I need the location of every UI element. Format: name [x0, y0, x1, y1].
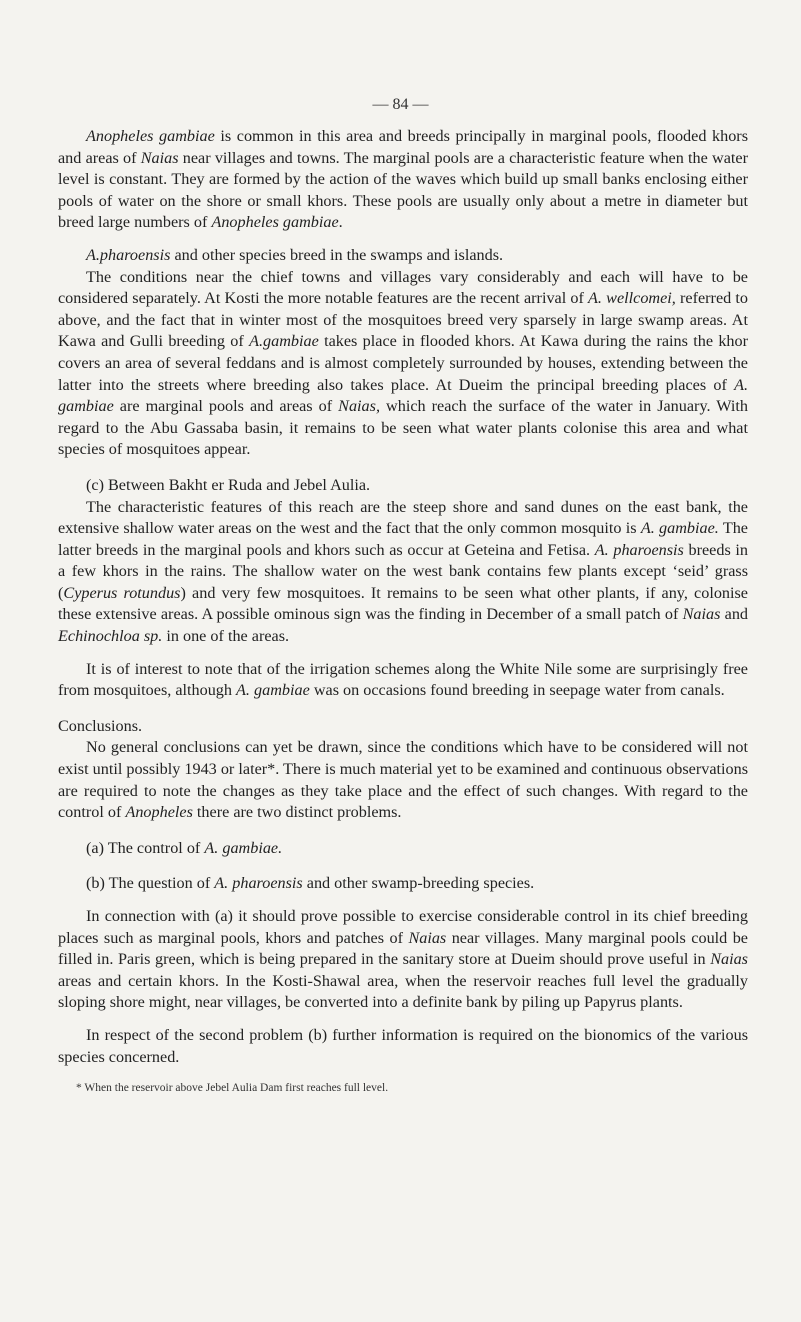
text: takes place in flooded khors. At Kawa during the rains the khor covers an area of several feddans and is almost completely surrounded by houses, extending between the latter into the streets where breeding also takes place. At Dueim the principal breeding places of — [58, 332, 749, 394]
text: referred to above, and the fact that in winter most of the mosquitoes breed very sparsely in large swamp areas. At Kawa and Gulli breeding of — [58, 289, 748, 351]
text: there are two distinct problems. — [192, 803, 402, 822]
paragraph — [58, 906, 748, 1014]
species-name: A. pharoensis — [214, 874, 303, 893]
species-name: A. gambiae — [236, 681, 310, 700]
text: (a) The control of — [86, 838, 205, 857]
paragraph: In respect of the second problem (b) further information is required on the bionomics of the various species concerned. — [58, 1025, 748, 1066]
text: It is of interest to note that of the irrigation schemes along the White Nile some are surprisingly free from mosquitoes, although — [58, 659, 748, 700]
plant-name: Cyperus rotundus — [63, 583, 181, 602]
text: The conditions near the chief towns and villages vary considerably and each will have to be considered separately. At Kosti the more notable features are the recent arrival of — [58, 267, 748, 308]
body-text — [58, 126, 748, 1095]
text: in one of the areas. — [162, 627, 290, 646]
text: The latter breeds in the marginal pools and khors such as occur at Geteina and Fetisa. — [58, 519, 748, 559]
text: areas and certain khors. In the Kosti-Shawal area, when the reservoir reaches full level the gradually sloping shore might, near villages, be converted into a definite bank by piling up Papyrus plants. — [58, 971, 748, 1012]
species-name: A.gambiae — [249, 332, 319, 351]
text: breeds in a few khors in the rains. The shallow water on the west bank contains few plants except ‘seid’ grass ( — [58, 540, 749, 602]
section-heading: Conclusions. — [58, 716, 143, 735]
paragraph — [58, 126, 748, 234]
paragraph — [58, 737, 748, 823]
text: The characteristic features of this reach are the steep shore and sand dunes on the east bank, the extensive shallow water areas on the west and the fact that the only common mosquito is — [58, 497, 748, 538]
species-name: A. gambiae. — [640, 519, 719, 538]
species-name: A. pharoensis — [594, 540, 684, 559]
list-item — [58, 838, 748, 860]
text: near villages. Many marginal pools could be filled in. Paris green, which is being prepared in the sanitary store at Dueim should prove useful in — [58, 928, 748, 969]
plant-name: Naias, — [338, 397, 380, 416]
paragraph — [58, 267, 748, 461]
footnote: * When the reservoir above Jebel Aulia Dam first reaches full level. — [76, 1082, 389, 1095]
plant-name: Naias — [140, 148, 179, 167]
paragraph — [58, 497, 748, 648]
text: ) and very few mosquitoes. It remains to be seen what other plants, if any, colonise these extensive areas. A possible ominous sign was the finding in December of a small patch of — [58, 583, 748, 624]
paragraph — [58, 659, 748, 702]
text: was on occasions found breeding in seepage water from canals. — [309, 681, 725, 700]
text: In connection with (a) it should prove possible to exercise considerable control in its chief breeding places such as marginal pools, khors and patches of — [58, 907, 748, 947]
plant-name: Naias — [682, 605, 721, 624]
list-item — [58, 873, 748, 895]
species-name: A. wellcomei, — [588, 289, 676, 308]
text: (b) The question of — [86, 874, 215, 893]
text: and other species breed in the swamps and islands. — [170, 245, 504, 264]
genus-name: Anopheles — [125, 803, 193, 822]
plant-name: Echinochloa sp. — [58, 627, 163, 646]
text: which reach the surface of the water in January. With regard to the Abu Gassaba basin, it remains to be seen what water plants colonise this area and what species of mosquitoes appear. — [58, 397, 748, 459]
plant-name: Naias — [408, 928, 447, 947]
text: . — [338, 213, 343, 232]
plant-name: Naias — [710, 950, 748, 969]
paragraph — [58, 245, 748, 267]
species-name: Anopheles gambiae — [211, 213, 339, 232]
text: No general conclusions can yet be drawn, since the conditions which have to be considered will not exist until possibly 1943 or later*. There is much material yet to be examined and continuous observations are required to note the changes as they take place and the effect of such changes. With regard to the control of — [58, 738, 748, 822]
species-name: A. gambiae. — [204, 838, 283, 857]
text: is common in this area and breeds principally in marginal pools, flooded khors and areas of — [58, 127, 748, 167]
text: and — [720, 605, 749, 624]
text: and other swamp-breeding species. — [302, 874, 535, 893]
page-number: — 84 — — [372, 96, 429, 113]
species-name: A. gambiae — [58, 375, 748, 416]
species-name: Anopheles gambiae — [86, 127, 215, 145]
text: are marginal pools and areas of — [113, 397, 339, 416]
section-heading: (c) Between Bakht er Ruda and Jebel Aulia. — [86, 475, 371, 494]
species-name: A.pharoensis — [86, 245, 171, 264]
text: near villages and towns. The marginal pools are a characteristic feature when the water level is constant. They are formed by the action of the waves which build up small banks enclosing either pools of water on the shore or small khors. These pools are usually only about a metre in diameter but breed large numbers of — [58, 148, 748, 232]
